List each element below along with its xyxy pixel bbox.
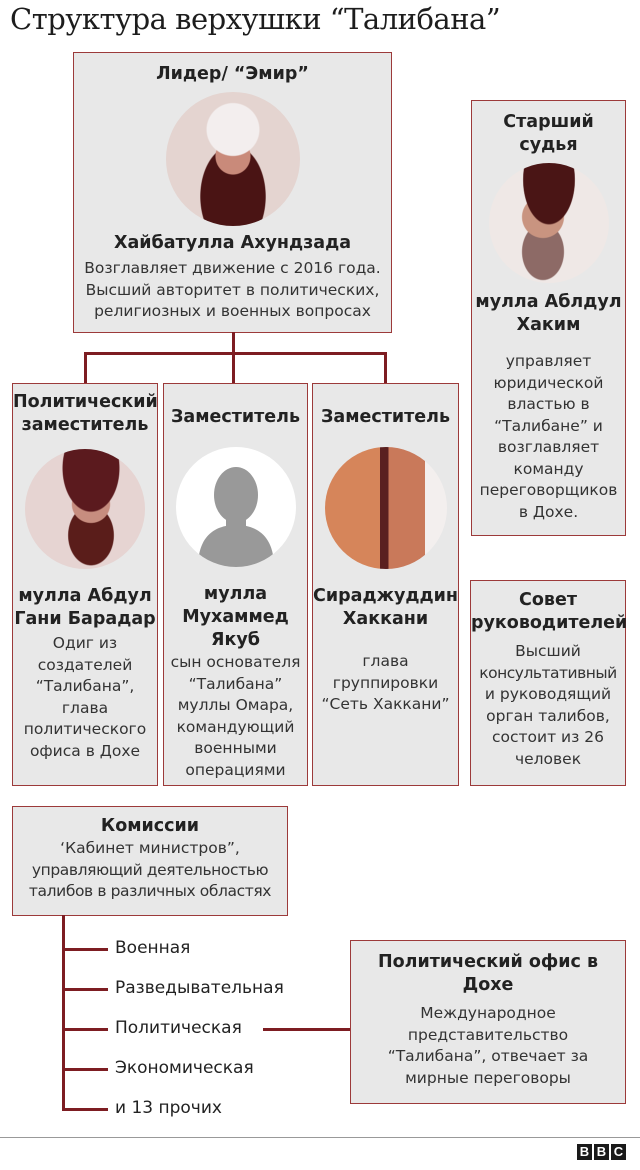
commissions-box (12, 806, 288, 916)
political-deputy-heading-2: заместитель (21, 415, 149, 435)
doha-office-description-2: представительство (407, 1025, 569, 1044)
branch-intelligence: Разведывательная (115, 978, 284, 998)
doha-office-box (350, 940, 626, 1104)
leader-description-2: Высший авторитет в политических, (85, 280, 380, 299)
council-description-5: состоит из 26 (491, 728, 605, 746)
political-deputy-name-2: Гани Барадар (14, 609, 156, 629)
deputy-haqqani-box (312, 383, 459, 786)
political-deputy-description-2: создателей (37, 655, 133, 674)
footer-divider (0, 1137, 640, 1138)
branch-economic: Экономическая (115, 1058, 254, 1078)
deputy-haqqani-heading: Заместитель (320, 407, 451, 427)
deputy-haqqani-description-1: глава (362, 652, 409, 670)
connector-horizontal (84, 352, 387, 355)
judge-description-3: властью в (507, 395, 590, 413)
deputy-haqqani-name-2: Хаккани (342, 609, 429, 629)
deputy-yakub-name-2: Мухаммед (182, 607, 289, 627)
branch-stub-5 (62, 1108, 108, 1111)
branch-others: и 13 прочих (115, 1098, 222, 1118)
leader-name: Хайбатулла Ахундзада (113, 233, 352, 253)
council-box (470, 580, 626, 786)
doha-office-description-3: “Талибана”, отвечает за (387, 1047, 589, 1065)
judge-description-6: команду (513, 459, 584, 478)
commissions-description-1: ‘Кабинет министров”, (60, 839, 240, 857)
judge-description-8: в Дохе. (518, 502, 579, 521)
deputy-yakub-description-5: военными (194, 739, 277, 757)
political-deputy-name-1: мулла Абдул (18, 586, 152, 606)
leader-description-3: религиозных и военных вопросах (94, 302, 371, 320)
council-description-1: Высший (515, 642, 581, 660)
council-heading-2: руководителей (471, 613, 628, 633)
judge-heading-2: судья (519, 135, 578, 155)
commissions-description-3: талибов в различных областях (28, 882, 272, 900)
political-deputy-description-5: политического (23, 720, 147, 738)
connector-left-down (84, 352, 87, 383)
leader-photo (166, 92, 300, 226)
leader-box (73, 52, 392, 333)
deputy-yakub-description-3: муллы Омара, (177, 696, 294, 714)
leader-heading: Лидер/ “Эмир” (156, 64, 309, 84)
council-description-6: человек (514, 749, 582, 768)
page-title: Структура верхушки “Талибана” (10, 2, 501, 36)
council-description-4: орган талибов, (486, 706, 610, 725)
deputy-yakub-name-1: мулла (203, 584, 268, 604)
judge-description-7: переговорщиков (479, 481, 618, 499)
connector-political-to-office (263, 1028, 351, 1031)
judge-name-2: Хаким (516, 315, 581, 335)
deputy-yakub-description-6: операциями (185, 760, 286, 779)
council-description-2: консультативный (479, 663, 617, 682)
judge-description-5: возглавляет (497, 438, 600, 456)
bbc-logo-letter: B (594, 1144, 609, 1160)
deputy-yakub-description-4: командующий (176, 717, 295, 736)
bbc-logo-letter: B (577, 1144, 592, 1160)
political-deputy-photo (25, 449, 145, 569)
commissions-heading: Комиссии (100, 816, 200, 836)
branch-stub-2 (62, 988, 108, 991)
deputy-haqqani-description-2: группировки (332, 673, 439, 692)
deputy-yakub-description-1: сын основателя (170, 653, 301, 671)
deputy-haqqani-photo (325, 447, 447, 569)
judge-heading-1: Старший (503, 112, 594, 132)
council-heading-1: Совет (519, 590, 577, 610)
bbc-logo (577, 1144, 626, 1160)
connector-leader-down (232, 332, 235, 383)
doha-office-heading-1: Политический офис в (377, 952, 599, 972)
senior-judge-box (471, 100, 626, 536)
judge-description-1: управляет (505, 352, 592, 370)
judge-name-1: мулла Аблдул (475, 292, 622, 312)
political-deputy-description-6: офиса в Дохе (29, 741, 141, 760)
political-deputy-box (12, 383, 158, 786)
commissions-description-2: управляющий деятельностью (31, 860, 269, 879)
political-deputy-description-3: “Талибана”, (35, 677, 135, 695)
judge-photo (489, 163, 609, 283)
silhouette-placeholder-icon (176, 447, 296, 567)
branch-stub-4 (62, 1068, 108, 1071)
judge-description-4: “Талибане” и (494, 416, 603, 435)
doha-office-description-4: мирные переговоры (405, 1068, 571, 1087)
deputy-haqqani-name-1: Сираджуддин (313, 586, 459, 606)
branch-stub-3 (62, 1028, 108, 1031)
connector-right-down (384, 352, 387, 383)
political-deputy-heading-1: Политический (13, 392, 158, 412)
bbc-logo-letter: C (611, 1144, 626, 1160)
deputy-yakub-box (163, 383, 308, 786)
political-deputy-description-4: глава (61, 698, 109, 717)
branch-political: Политическая (115, 1018, 242, 1038)
deputy-yakub-description-2: “Талибана” (188, 674, 283, 693)
branch-military: Военная (115, 938, 191, 958)
doha-office-heading-2: Дохе (462, 975, 514, 995)
political-deputy-description-1: Одиг из (52, 634, 118, 652)
doha-office-description-1: Международное (420, 1004, 556, 1022)
council-description-3: и руководящий (484, 685, 612, 703)
deputy-yakub-name-3: Якуб (211, 630, 260, 650)
leader-description-1: Возглавляет движение с 2016 года. (84, 259, 381, 277)
judge-description-2: юридической (493, 373, 604, 392)
branch-trunk (62, 915, 65, 1111)
deputy-haqqani-description-3: “Сеть Хаккани” (321, 695, 450, 713)
deputy-yakub-heading: Заместитель (170, 407, 301, 427)
branch-stub-1 (62, 948, 108, 951)
